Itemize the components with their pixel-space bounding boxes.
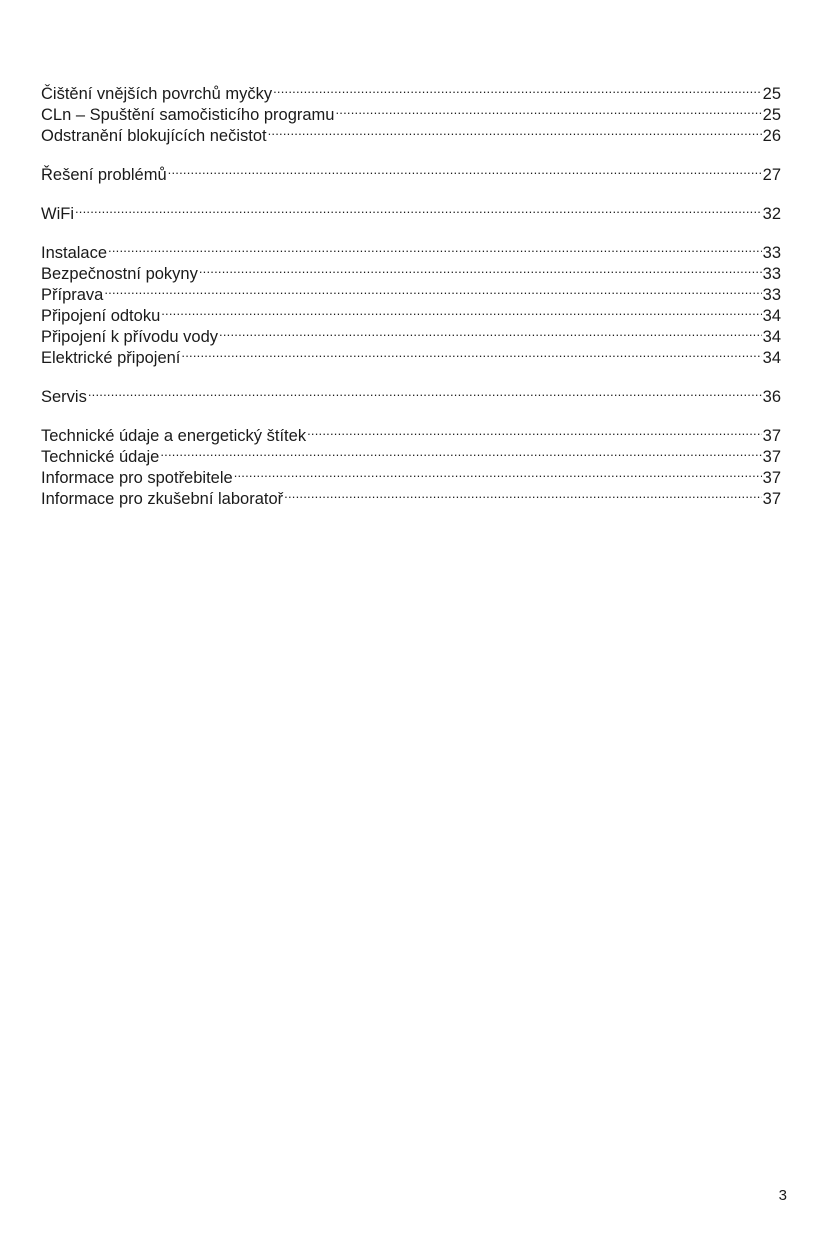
dot-leader (181, 342, 761, 363)
dot-leader (234, 462, 762, 483)
toc-entry-title: Připojení odtoku (41, 307, 161, 325)
toc-entry[interactable] (41, 420, 781, 445)
dot-leader (75, 198, 762, 219)
toc-entry-title: Informace pro spotřebitele (41, 469, 233, 487)
toc-entry-title: CLn – Spuštění samočisticího programu (41, 106, 335, 124)
toc-entry-title: Servis (41, 388, 87, 406)
toc-entry-page: 34 (762, 307, 781, 325)
toc-entry-page: 34 (762, 328, 781, 346)
toc-entry-title: Instalace (41, 244, 108, 262)
dot-leader (88, 381, 762, 402)
toc-entry-title: Technické údaje (41, 448, 160, 466)
toc-entry[interactable] (41, 381, 781, 406)
toc-entry-title: Čištění vnějších povrchů myčky (41, 85, 273, 103)
toc-entry[interactable] (41, 300, 781, 325)
toc-entry-title: Příprava (41, 286, 104, 304)
toc-section-troubleshooting (41, 159, 781, 184)
toc-entry-title: Bezpečnostní pokyny (41, 265, 198, 283)
toc-entry-page: 37 (762, 427, 781, 445)
toc-section-wifi (41, 198, 781, 223)
toc-entry-page: 33 (762, 265, 781, 283)
toc-entry-title: Připojení k přívodu vody (41, 328, 219, 346)
toc-entry-title: Informace pro zkušební laboratoř (41, 490, 284, 508)
dot-leader (273, 78, 762, 99)
toc-entry-page: 33 (762, 286, 781, 304)
dot-leader (168, 159, 762, 180)
dot-leader (335, 99, 761, 120)
toc-entry-title: WiFi (41, 205, 74, 223)
toc-entry-page: 25 (762, 106, 781, 124)
page-number: 3 (778, 1187, 787, 1204)
dot-leader (199, 258, 762, 279)
toc-entry-page: 32 (762, 205, 781, 223)
toc-entry-page: 37 (762, 490, 781, 508)
toc-entry-title: Řešení problémů (41, 166, 167, 184)
table-of-contents (41, 78, 781, 508)
toc-entry[interactable] (41, 78, 781, 103)
dot-leader (219, 321, 762, 342)
dot-leader (284, 483, 762, 504)
dot-leader (108, 237, 762, 258)
toc-entry[interactable] (41, 258, 781, 283)
toc-entry-page: 37 (762, 448, 781, 466)
dot-leader (161, 300, 761, 321)
dot-leader (268, 120, 762, 141)
toc-section-installation (41, 237, 781, 367)
toc-entry[interactable] (41, 279, 781, 304)
toc-entry-title: Odstranění blokujících nečistot (41, 127, 267, 145)
toc-entry[interactable] (41, 159, 781, 184)
toc-entry-page: 25 (762, 85, 781, 103)
toc-entry-page: 34 (762, 349, 781, 367)
toc-entry-page: 33 (762, 244, 781, 262)
toc-entry-page: 27 (762, 166, 781, 184)
toc-entry-title: Elektrické připojení (41, 349, 181, 367)
dot-leader (104, 279, 761, 300)
toc-section-technical-data (41, 420, 781, 508)
toc-entry-page: 26 (762, 127, 781, 145)
dot-leader (307, 420, 762, 441)
toc-entry-page: 36 (762, 388, 781, 406)
dot-leader (160, 441, 761, 462)
toc-section-service (41, 381, 781, 406)
toc-entry[interactable] (41, 198, 781, 223)
toc-section-cleaning (41, 78, 781, 145)
toc-entry-title: Technické údaje a energetický štítek (41, 427, 307, 445)
toc-entry[interactable] (41, 237, 781, 262)
toc-entry-page: 37 (762, 469, 781, 487)
